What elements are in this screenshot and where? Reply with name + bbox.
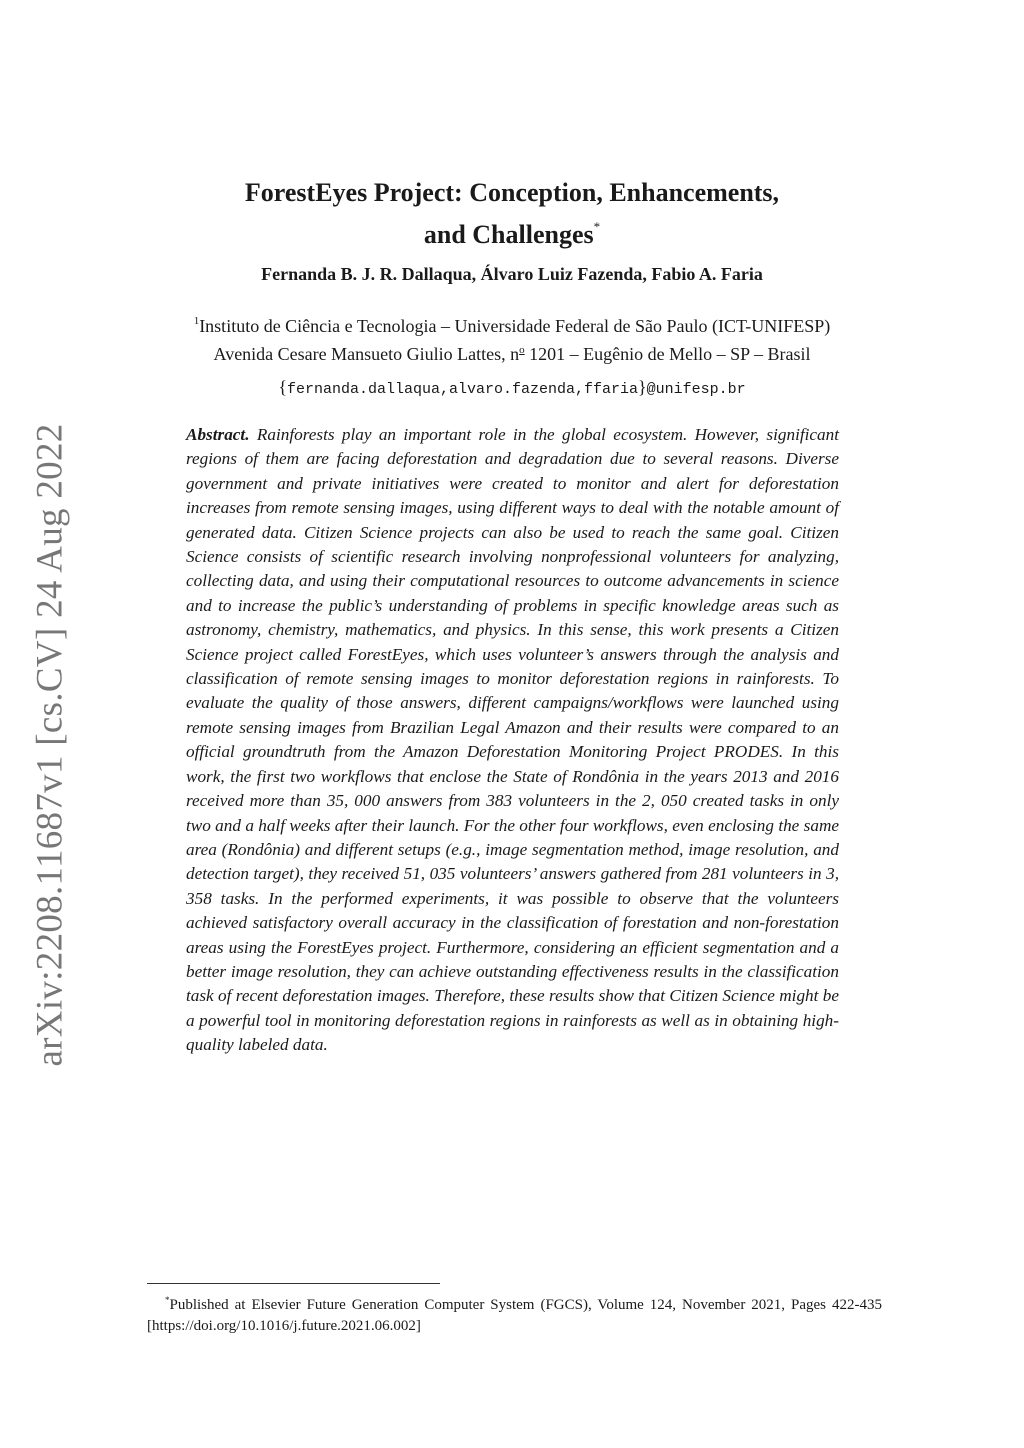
abstract-text: Rainforests play an important role in the global ecosystem. However, significant regions of them are facing deforestation and degradation due to several reasons. Diverse government and private initiatives were created to monitor and alert for deforestation increases from remote sensing images, using different ways to deal with the notable amount of generated data. Citizen Science projects can also be used to reach the same goal. Citizen Science consists of scientific research involving nonprofessional volunteers for analyzing, collecting data, and using their computational resources to outcome advancements in science and to increase the public’s understanding of problems in specific knowledge areas such as astronomy, chemistry, mathematics, and physics. In this sense, this work presents a Citizen Science project called ForestEyes, which uses volunteer’s answers through the analysis and classification of remote sensing images to monitor deforestation regions in rainforests. To evaluate the quality of those answers, different campaigns/workflows were launched using remote sensing images from Brazilian Legal Amazon and their results were compared to an official groundtruth from the Amazon Deforestation Monitoring Project PRODES. In this work, the first two workflows that enclose the State of Rondônia in the years 2013 and 2016 received more than 35, 000 answers from 383 volunteers in the 2, 050 created tasks in only two and a half weeks after their launch. For the other four workflows, even enclosing the same area (Rondônia) and different setups (e.g., image segmentation method, image resolution, and detection target), they received 51, 035 volunteers’ answers gathered from 281 volunteers in 3, 358 tasks. In the performed experiments, it was possible to observe that the volunteers achieved satisfactory overall accuracy in the classification of forestation and non-forestation areas using the ForestEyes project. Furthermore, considering an efficient segmentation and a better image resolution, they can achieve outstanding effectiveness results in the classification task of recent deforestation images. Therefore, these results show that Citizen Science might be a powerful tool in monitoring deforestation regions in rainforests as well as in obtaining high-quality labeled data. bbox=[186, 425, 839, 1055]
footnote-text: Published at Elsevier Future Generation Computer System (FGCS), Volume 124, November 2021, Pages 422-435 [https://doi.org/10.1016/j.future.2021.06.002] bbox=[147, 1297, 882, 1334]
arxiv-identifier-stamp: arXiv:2208.11687v1 [cs.CV] 24 Aug 2022 bbox=[29, 423, 71, 1067]
footnote bbox=[147, 1290, 882, 1337]
email-names: fernanda.dallaqua,alvaro.fazenda,ffaria bbox=[286, 381, 639, 398]
affiliation-ordinal: o bbox=[519, 344, 525, 356]
title-line-1: ForestEyes Project: Conception, Enhancements, bbox=[244, 178, 780, 207]
footnote-mark: * bbox=[165, 1295, 170, 1305]
abstract bbox=[186, 423, 839, 1058]
email-domain: @unifesp.br bbox=[646, 381, 746, 398]
affiliation-address-pre: Avenida Cesare Mansueto Giulio Lattes, n bbox=[213, 344, 520, 364]
abstract-label: Abstract. bbox=[186, 425, 250, 444]
affiliation-institution: Instituto de Ciência e Tecnologia – Universidade Federal de São Paulo (ICT-UNIFESP) bbox=[199, 316, 831, 336]
email-close-brace: } bbox=[638, 377, 647, 397]
title-footnote-mark: * bbox=[593, 219, 601, 234]
affiliation bbox=[0, 309, 1024, 366]
footnote-divider bbox=[147, 1283, 440, 1284]
author-list: Fernanda B. J. R. Dallaqua, Álvaro Luiz Fazenda, Fabio A. Faria bbox=[261, 264, 763, 284]
affiliation-line-1 bbox=[0, 309, 1024, 338]
affiliation-mark: 1 bbox=[193, 315, 200, 327]
affiliation-address-post: 1201 – Eugênio de Mello – SP – Brasil bbox=[524, 344, 811, 364]
email-open-brace: { bbox=[278, 377, 287, 397]
author-emails bbox=[0, 376, 1024, 401]
title-line-2: and Challenges bbox=[423, 220, 594, 249]
paper-title bbox=[0, 176, 1024, 252]
affiliation-line-2 bbox=[0, 338, 1024, 366]
